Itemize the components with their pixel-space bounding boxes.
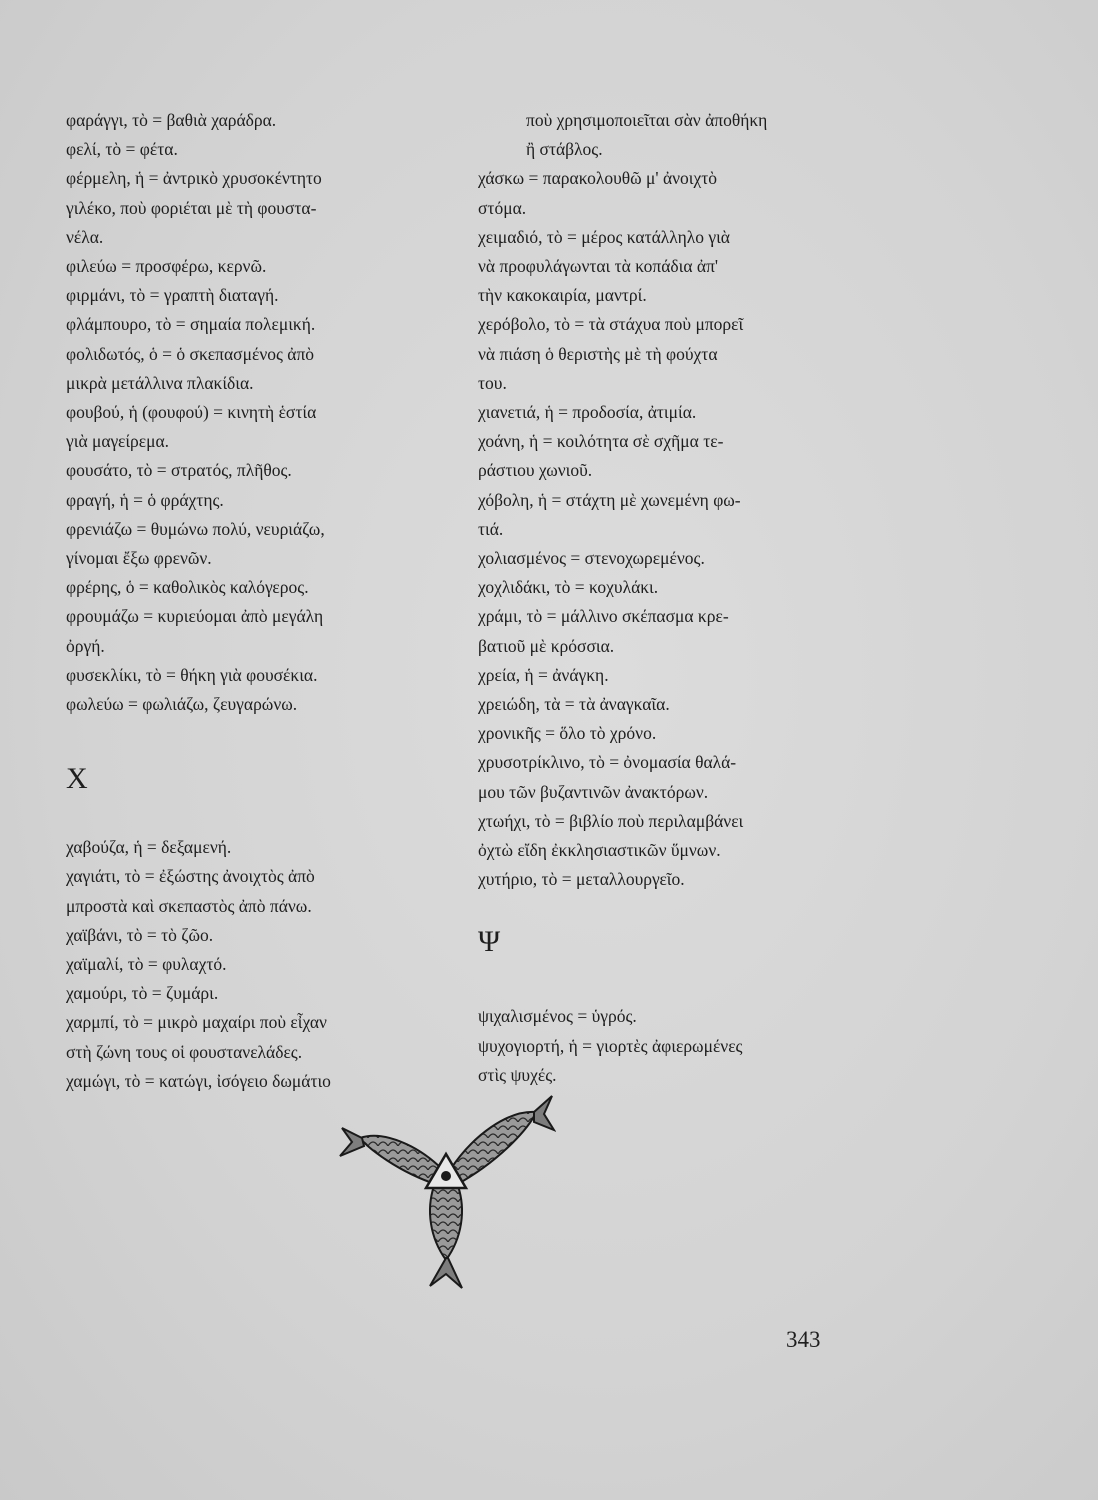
glossary-entry: [66, 950, 436, 979]
entry-line: χτωήχι, τὸ = βιβλίο ποὺ περιλαμβάνει: [478, 810, 744, 831]
entry-line: χόβολη, ἡ = στάχτη μὲ χωνεμένη φω-: [478, 489, 741, 510]
glossary-entry: [478, 1032, 853, 1090]
section-letter: Χ: [66, 762, 88, 796]
right-column: [478, 106, 853, 1090]
entry-line: μικρὰ μετάλλινα πλακίδια.: [66, 372, 254, 393]
entry-line: ψυχογιορτή, ἡ = γιορτὲς ἀφιερωμένες: [478, 1035, 743, 1056]
entry-line: χαγιάτι, τὸ = ἐξώστης ἀνοιχτὸς ἀπὸ: [66, 866, 315, 887]
glossary-entry: [66, 1008, 436, 1066]
glossary-entry: [66, 690, 436, 719]
entry-line: χαϊβάνι, τὸ = τὸ ζῶο.: [66, 924, 214, 945]
glossary-entry: [66, 106, 436, 135]
glossary-entry: [478, 544, 853, 573]
entry-line: του.: [478, 372, 507, 393]
glossary-entry: [478, 690, 853, 719]
bottom-fish-icon: [430, 1186, 462, 1288]
entry-line: τὴν κακοκαιρία, μαντρί.: [478, 285, 647, 306]
glossary-entry: [66, 281, 436, 310]
glossary-entry: [478, 164, 853, 222]
glossary-entry: [478, 807, 853, 865]
three-fish-emblem-icon: [338, 1090, 556, 1290]
entry-line: ψιχαλισμένος = ὑγρός.: [478, 1006, 637, 1027]
glossary-entry: [478, 398, 853, 427]
entry-line: φέρμελη, ἡ = ἀντρικὸ χρυσοκέντητο: [66, 168, 322, 189]
entry-line: χιανετιά, ἡ = προδοσία, ἀτιμία.: [478, 402, 697, 423]
glossary-entry: [66, 340, 436, 398]
entry-line: στὴ ζώνη τους οἱ φουστανελάδες.: [66, 1041, 303, 1062]
entry-line: νὰ προφυλάγωνται τὰ κοπάδια ἀπ': [478, 256, 719, 277]
entry-line: χυτήριο, τὸ = μεταλλουργεῖο.: [478, 869, 685, 890]
entry-line: γιλέκο, ποὺ φοριέται μὲ τὴ φουστα-: [66, 197, 317, 218]
entry-line: χειμαδιό, τὸ = μέρος κατάλληλο γιὰ: [478, 226, 730, 247]
glossary-entry: [66, 310, 436, 339]
entry-line: ποὺ χρησιμοποιεῖται σὰν ἀποθήκη: [526, 110, 768, 130]
glossary-entry: [66, 164, 436, 252]
entry-line: στὶς ψυχές.: [478, 1064, 557, 1085]
entry-line: χρονικῆς = ὅλο τὸ χρόνο.: [478, 723, 657, 744]
entry-line: νέλα.: [66, 226, 104, 247]
entry-line: μπροστὰ καὶ σκεπαστὸς ἀπὸ πάνω.: [66, 895, 312, 916]
glossary-entry: [478, 602, 853, 660]
entry-line: φελί, τὸ = φέτα.: [66, 139, 178, 160]
right-fish-icon: [450, 1096, 554, 1185]
entry-line: φουσάτο, τὸ = στρατός, πλῆθος.: [66, 460, 292, 481]
entry-line: φουβού, ἡ (φουφού) = κινητὴ ἑστία: [66, 402, 317, 423]
glossary-entry: [66, 921, 436, 950]
entry-line: χαμούρι, τὸ = ζυμάρι.: [66, 983, 219, 1004]
entry-line: χρεία, ἡ = ἀνάγκη.: [478, 664, 609, 685]
entry-line: ὀργή.: [66, 635, 105, 656]
glossary-entry: [66, 573, 436, 602]
glossary-entry: [66, 135, 436, 164]
entry-line: χράμι, τὸ = μάλλινο σκέπασμα κρε-: [478, 606, 729, 627]
glossary-entry: [478, 661, 853, 690]
entry-line: γίνομαι ἔξω φρενῶν.: [66, 548, 212, 569]
glossary-entry: [66, 661, 436, 690]
glossary-entry: [66, 515, 436, 573]
glossary-entry: [66, 252, 436, 281]
glossary-entry: [478, 748, 853, 806]
entry-line: ἢ στάβλος.: [526, 139, 603, 160]
entry-line: φρουμάζω = κυριεύομαι ἀπὸ μεγάλη: [66, 606, 324, 627]
entry-line: φρέρης, ὁ = καθολικὸς καλόγερος.: [66, 577, 309, 598]
glossary-entry: [478, 106, 853, 164]
entry-line: φωλεύω = φωλιάζω, ζευγαρώνω.: [66, 694, 298, 715]
section-letter: Ψ: [478, 925, 501, 959]
entry-line: βατιοῦ μὲ κρόσσια.: [478, 635, 615, 656]
entry-line: φαράγγι, τὸ = βαθιὰ χαράδρα.: [66, 110, 277, 130]
entry-line: φραγή, ἡ = ὁ φράχτης.: [66, 489, 224, 510]
glossary-entry: [478, 486, 853, 544]
entry-line: χαϊμαλί, τὸ = φυλαχτό.: [66, 954, 227, 975]
glossary-entry: [66, 486, 436, 515]
entry-line: χοχλιδάκι, τὸ = κοχυλάκι.: [478, 577, 659, 598]
glossary-entry: [66, 602, 436, 660]
entry-line: τιά.: [478, 518, 504, 539]
glossary-entry: [66, 398, 436, 456]
glossary-entry: [478, 310, 853, 398]
entry-line: γιὰ μαγείρεμα.: [66, 431, 170, 452]
entry-line: χάσκω = παρακολουθῶ μ' ἀνοιχτὸ: [478, 168, 718, 189]
glossary-entry: [478, 573, 853, 602]
entry-line: φλάμπουρο, τὸ = σημαία πολεμική.: [66, 314, 316, 335]
entry-line: χολιασμένος = στενοχωρεμένος.: [478, 548, 705, 569]
entry-line: φιρμάνι, τὸ = γραπτὴ διαταγή.: [66, 285, 279, 306]
entry-line: χερόβολο, τὸ = τὰ στάχυα ποὺ μπορεῖ: [478, 314, 744, 335]
entry-line: φρενιάζω = θυμώνω πολύ, νευριάζω,: [66, 518, 325, 539]
entry-line: χρειώδη, τὰ = τὰ ἀναγκαῖα.: [478, 694, 670, 715]
page-number: 343: [786, 1327, 821, 1352]
glossary-entry: [66, 833, 436, 862]
entry-line: ράστιου χωνιοῦ.: [478, 460, 593, 481]
entry-line: ὀχτὼ εἴδη ἐκκλησιαστικῶν ὕμνων.: [478, 840, 721, 861]
entry-line: χαρμπί, τὸ = μικρὸ μαχαίρι ποὺ εἶχαν: [66, 1012, 327, 1033]
entry-line: μου τῶν βυζαντινῶν ἀνακτόρων.: [478, 781, 709, 802]
entry-line: χρυσοτρίκλινο, τὸ = ὀνομασία θαλά-: [478, 752, 737, 773]
left-column: [66, 106, 436, 1096]
entry-line: στόμα.: [478, 197, 527, 218]
entry-line: φολιδωτός, ὁ = ὁ σκεπασμένος ἀπὸ: [66, 343, 315, 364]
glossary-entry: [478, 719, 853, 748]
glossary-entry: [66, 979, 436, 1008]
entry-line: φιλεύω = προσφέρω, κερνῶ.: [66, 256, 267, 277]
entry-line: χαβούζα, ἡ = δεξαμενή.: [66, 837, 232, 858]
entry-line: φυσεκλίκι, τὸ = θήκη γιὰ φουσέκια.: [66, 664, 318, 685]
glossary-entry: [66, 862, 436, 920]
left-fish-icon: [340, 1128, 443, 1185]
glossary-entry: [478, 865, 853, 894]
entry-line: νὰ πιάση ὁ θεριστὴς μὲ τὴ φούχτα: [478, 343, 718, 364]
glossary-entry: [478, 1002, 853, 1031]
entry-line: χαμώγι, τὸ = κατώγι, ἰσόγειο δωμάτιο: [66, 1070, 331, 1091]
glossary-entry: [478, 223, 853, 311]
entry-line: χοάνη, ἡ = κοιλότητα σὲ σχῆμα τε-: [478, 431, 724, 452]
glossary-entry: [66, 456, 436, 485]
glossary-entry: [478, 427, 853, 485]
